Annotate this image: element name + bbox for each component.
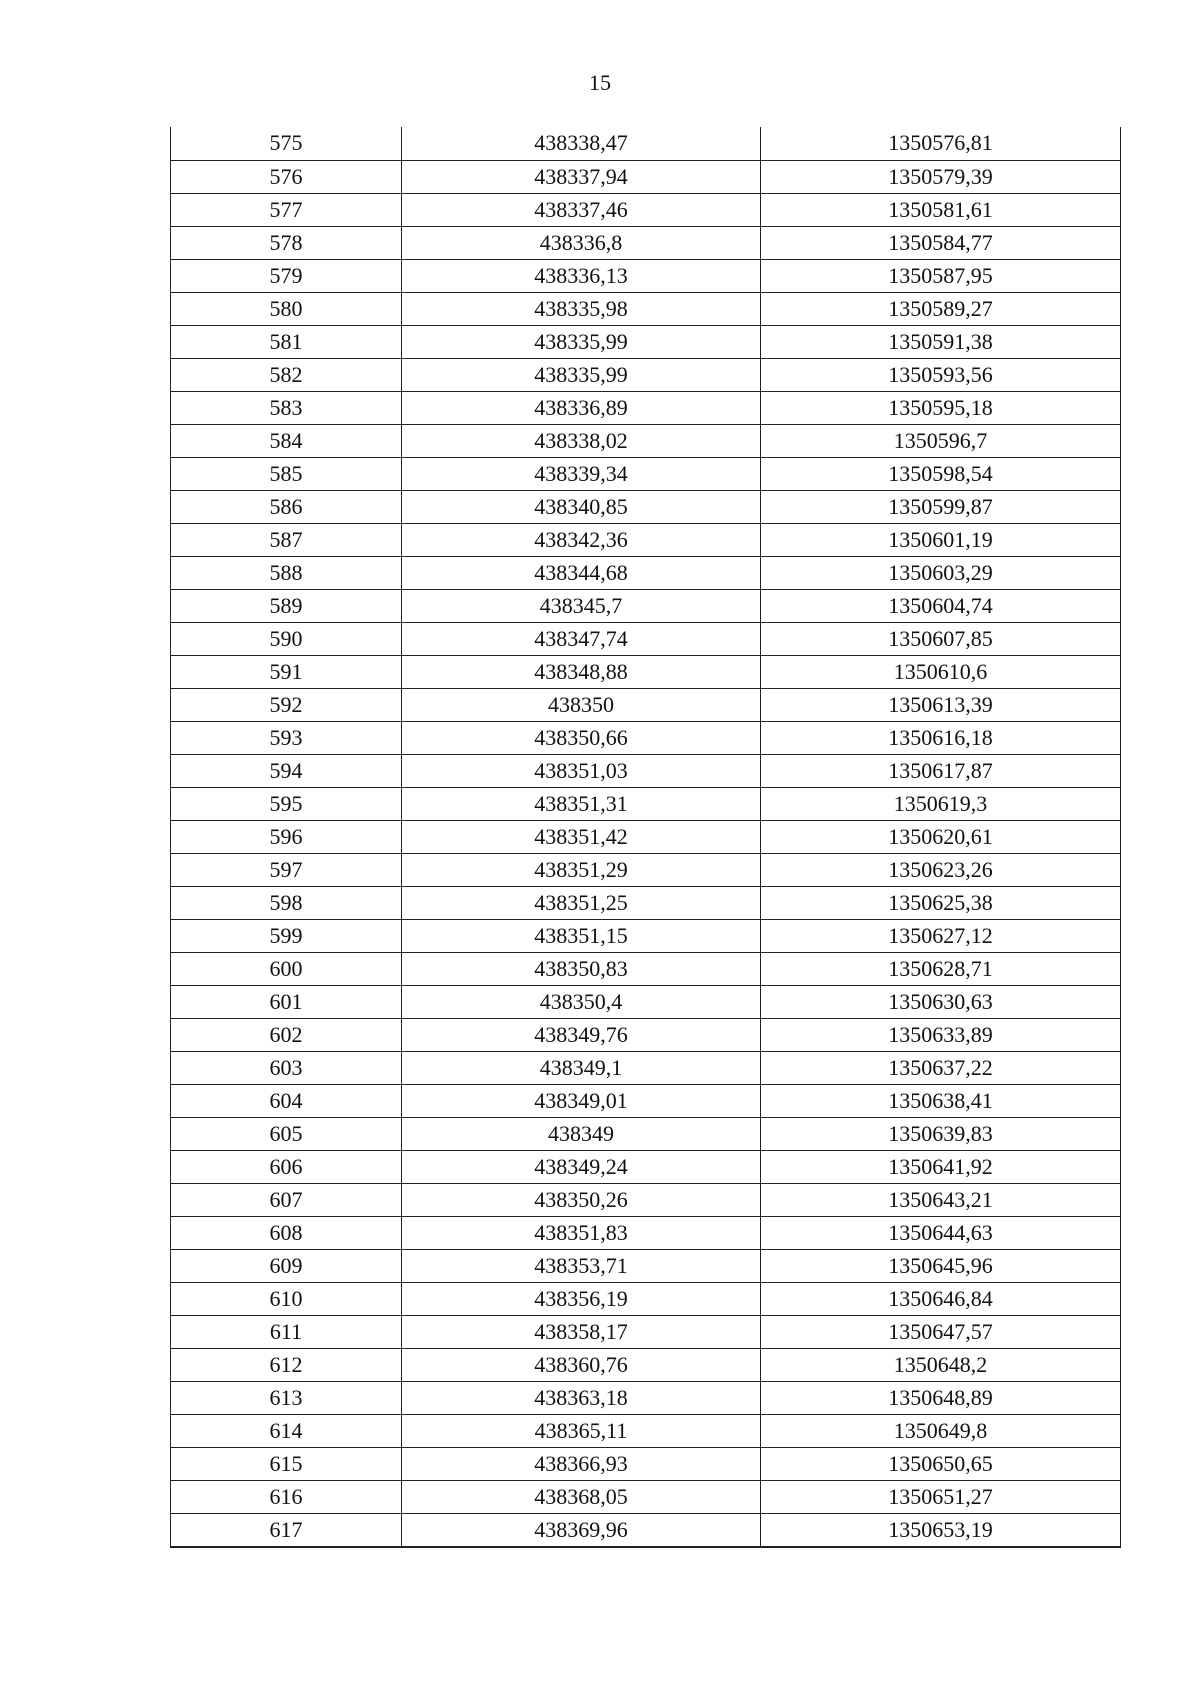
point-number-cell: 606 (171, 1150, 402, 1183)
point-number-cell: 602 (171, 1018, 402, 1051)
point-number-cell: 595 (171, 787, 402, 820)
x-coordinate-cell: 438349,1 (402, 1051, 761, 1084)
point-number-cell: 585 (171, 457, 402, 490)
point-number-cell: 605 (171, 1117, 402, 1150)
table-row (171, 1084, 1121, 1117)
point-number-cell: 604 (171, 1084, 402, 1117)
x-coordinate-cell: 438368,05 (402, 1480, 761, 1513)
table-row (171, 523, 1121, 556)
x-coordinate-cell: 438347,74 (402, 622, 761, 655)
point-number-cell: 597 (171, 853, 402, 886)
y-coordinate-cell: 1350653,19 (761, 1513, 1121, 1547)
y-coordinate-cell: 1350603,29 (761, 556, 1121, 589)
point-number-cell: 603 (171, 1051, 402, 1084)
point-number-cell: 599 (171, 919, 402, 952)
table-row (171, 754, 1121, 787)
x-coordinate-cell: 438348,88 (402, 655, 761, 688)
point-number-cell: 591 (171, 655, 402, 688)
y-coordinate-cell: 1350617,87 (761, 754, 1121, 787)
table-row (171, 589, 1121, 622)
table-row (171, 1348, 1121, 1381)
table-row (171, 1315, 1121, 1348)
point-number-cell: 617 (171, 1513, 402, 1547)
point-number-cell: 575 (171, 127, 402, 160)
point-number-cell: 590 (171, 622, 402, 655)
table-row (171, 259, 1121, 292)
y-coordinate-cell: 1350630,63 (761, 985, 1121, 1018)
x-coordinate-cell: 438339,34 (402, 457, 761, 490)
table-row (171, 358, 1121, 391)
table-row (171, 193, 1121, 226)
x-coordinate-cell: 438342,36 (402, 523, 761, 556)
x-coordinate-cell: 438344,68 (402, 556, 761, 589)
table-row (171, 919, 1121, 952)
x-coordinate-cell: 438351,25 (402, 886, 761, 919)
table-row (171, 721, 1121, 754)
point-number-cell: 608 (171, 1216, 402, 1249)
x-coordinate-cell: 438349,01 (402, 1084, 761, 1117)
point-number-cell: 616 (171, 1480, 402, 1513)
x-coordinate-cell: 438349,24 (402, 1150, 761, 1183)
table-row (171, 1117, 1121, 1150)
y-coordinate-cell: 1350620,61 (761, 820, 1121, 853)
x-coordinate-cell: 438351,29 (402, 853, 761, 886)
y-coordinate-cell: 1350579,39 (761, 160, 1121, 193)
y-coordinate-cell: 1350648,89 (761, 1381, 1121, 1414)
point-number-cell: 614 (171, 1414, 402, 1447)
x-coordinate-cell: 438349,76 (402, 1018, 761, 1051)
y-coordinate-cell: 1350644,63 (761, 1216, 1121, 1249)
page-number: 15 (589, 70, 611, 95)
x-coordinate-cell: 438351,42 (402, 820, 761, 853)
y-coordinate-cell: 1350581,61 (761, 193, 1121, 226)
y-coordinate-cell: 1350625,38 (761, 886, 1121, 919)
table-row (171, 457, 1121, 490)
point-number-cell: 583 (171, 391, 402, 424)
table-row (171, 952, 1121, 985)
x-coordinate-cell: 438351,83 (402, 1216, 761, 1249)
coordinates-table (170, 127, 1121, 1548)
point-number-cell: 589 (171, 589, 402, 622)
y-coordinate-cell: 1350639,83 (761, 1117, 1121, 1150)
y-coordinate-cell: 1350591,38 (761, 325, 1121, 358)
y-coordinate-cell: 1350610,6 (761, 655, 1121, 688)
x-coordinate-cell: 438336,89 (402, 391, 761, 424)
x-coordinate-cell: 438369,96 (402, 1513, 761, 1547)
table-row (171, 655, 1121, 688)
x-coordinate-cell: 438336,8 (402, 226, 761, 259)
point-number-cell: 609 (171, 1249, 402, 1282)
y-coordinate-cell: 1350601,19 (761, 523, 1121, 556)
x-coordinate-cell: 438336,13 (402, 259, 761, 292)
point-number-cell: 607 (171, 1183, 402, 1216)
y-coordinate-cell: 1350616,18 (761, 721, 1121, 754)
y-coordinate-cell: 1350576,81 (761, 127, 1121, 160)
table-row (171, 853, 1121, 886)
x-coordinate-cell: 438337,94 (402, 160, 761, 193)
y-coordinate-cell: 1350650,65 (761, 1447, 1121, 1480)
y-coordinate-cell: 1350627,12 (761, 919, 1121, 952)
y-coordinate-cell: 1350633,89 (761, 1018, 1121, 1051)
point-number-cell: 601 (171, 985, 402, 1018)
x-coordinate-cell: 438365,11 (402, 1414, 761, 1447)
y-coordinate-cell: 1350638,41 (761, 1084, 1121, 1117)
y-coordinate-cell: 1350648,2 (761, 1348, 1121, 1381)
x-coordinate-cell: 438363,18 (402, 1381, 761, 1414)
table-row (171, 1414, 1121, 1447)
point-number-cell: 576 (171, 160, 402, 193)
y-coordinate-cell: 1350613,39 (761, 688, 1121, 721)
point-number-cell: 613 (171, 1381, 402, 1414)
x-coordinate-cell: 438351,31 (402, 787, 761, 820)
point-number-cell: 615 (171, 1447, 402, 1480)
x-coordinate-cell: 438351,03 (402, 754, 761, 787)
table-row (171, 1447, 1121, 1480)
x-coordinate-cell: 438360,76 (402, 1348, 761, 1381)
y-coordinate-cell: 1350637,22 (761, 1051, 1121, 1084)
y-coordinate-cell: 1350604,74 (761, 589, 1121, 622)
table-row (171, 985, 1121, 1018)
x-coordinate-cell: 438338,47 (402, 127, 761, 160)
table-row (171, 1249, 1121, 1282)
point-number-cell: 610 (171, 1282, 402, 1315)
x-coordinate-cell: 438350,4 (402, 985, 761, 1018)
x-coordinate-cell: 438335,98 (402, 292, 761, 325)
y-coordinate-cell: 1350619,3 (761, 787, 1121, 820)
point-number-cell: 593 (171, 721, 402, 754)
point-number-cell: 592 (171, 688, 402, 721)
x-coordinate-cell: 438349 (402, 1117, 761, 1150)
table-row (171, 1282, 1121, 1315)
table-row (171, 556, 1121, 589)
point-number-cell: 584 (171, 424, 402, 457)
x-coordinate-cell: 438335,99 (402, 358, 761, 391)
table-row (171, 787, 1121, 820)
x-coordinate-cell: 438350 (402, 688, 761, 721)
x-coordinate-cell: 438338,02 (402, 424, 761, 457)
x-coordinate-cell: 438350,66 (402, 721, 761, 754)
x-coordinate-cell: 438350,26 (402, 1183, 761, 1216)
point-number-cell: 579 (171, 259, 402, 292)
y-coordinate-cell: 1350598,54 (761, 457, 1121, 490)
y-coordinate-cell: 1350647,57 (761, 1315, 1121, 1348)
table-row (171, 1480, 1121, 1513)
table-row (171, 1051, 1121, 1084)
y-coordinate-cell: 1350589,27 (761, 292, 1121, 325)
table-row (171, 688, 1121, 721)
y-coordinate-cell: 1350628,71 (761, 952, 1121, 985)
y-coordinate-cell: 1350593,56 (761, 358, 1121, 391)
table-row (171, 622, 1121, 655)
point-number-cell: 587 (171, 523, 402, 556)
x-coordinate-cell: 438356,19 (402, 1282, 761, 1315)
x-coordinate-cell: 438366,93 (402, 1447, 761, 1480)
point-number-cell: 598 (171, 886, 402, 919)
x-coordinate-cell: 438337,46 (402, 193, 761, 226)
point-number-cell: 588 (171, 556, 402, 589)
table-row (171, 1183, 1121, 1216)
x-coordinate-cell: 438358,17 (402, 1315, 761, 1348)
x-coordinate-cell: 438345,7 (402, 589, 761, 622)
point-number-cell: 612 (171, 1348, 402, 1381)
table-row (171, 424, 1121, 457)
point-number-cell: 611 (171, 1315, 402, 1348)
point-number-cell: 580 (171, 292, 402, 325)
y-coordinate-cell: 1350645,96 (761, 1249, 1121, 1282)
y-coordinate-cell: 1350651,27 (761, 1480, 1121, 1513)
point-number-cell: 581 (171, 325, 402, 358)
y-coordinate-cell: 1350596,7 (761, 424, 1121, 457)
table-row (171, 820, 1121, 853)
table-row (171, 886, 1121, 919)
y-coordinate-cell: 1350599,87 (761, 490, 1121, 523)
x-coordinate-cell: 438353,71 (402, 1249, 761, 1282)
y-coordinate-cell: 1350587,95 (761, 259, 1121, 292)
y-coordinate-cell: 1350584,77 (761, 226, 1121, 259)
table-row (171, 1216, 1121, 1249)
table-row (171, 391, 1121, 424)
point-number-cell: 596 (171, 820, 402, 853)
table-row (171, 127, 1121, 160)
coordinates-table-body (171, 127, 1121, 1547)
y-coordinate-cell: 1350646,84 (761, 1282, 1121, 1315)
table-row (171, 1513, 1121, 1547)
table-row (171, 1381, 1121, 1414)
table-row (171, 325, 1121, 358)
y-coordinate-cell: 1350641,92 (761, 1150, 1121, 1183)
table-row (171, 1150, 1121, 1183)
point-number-cell: 578 (171, 226, 402, 259)
point-number-cell: 600 (171, 952, 402, 985)
x-coordinate-cell: 438335,99 (402, 325, 761, 358)
x-coordinate-cell: 438340,85 (402, 490, 761, 523)
table-row (171, 490, 1121, 523)
x-coordinate-cell: 438350,83 (402, 952, 761, 985)
x-coordinate-cell: 438351,15 (402, 919, 761, 952)
y-coordinate-cell: 1350649,8 (761, 1414, 1121, 1447)
y-coordinate-cell: 1350623,26 (761, 853, 1121, 886)
point-number-cell: 582 (171, 358, 402, 391)
point-number-cell: 577 (171, 193, 402, 226)
y-coordinate-cell: 1350595,18 (761, 391, 1121, 424)
y-coordinate-cell: 1350607,85 (761, 622, 1121, 655)
table-row (171, 1018, 1121, 1051)
point-number-cell: 586 (171, 490, 402, 523)
table-row (171, 160, 1121, 193)
point-number-cell: 594 (171, 754, 402, 787)
table-row (171, 292, 1121, 325)
y-coordinate-cell: 1350643,21 (761, 1183, 1121, 1216)
table-row (171, 226, 1121, 259)
